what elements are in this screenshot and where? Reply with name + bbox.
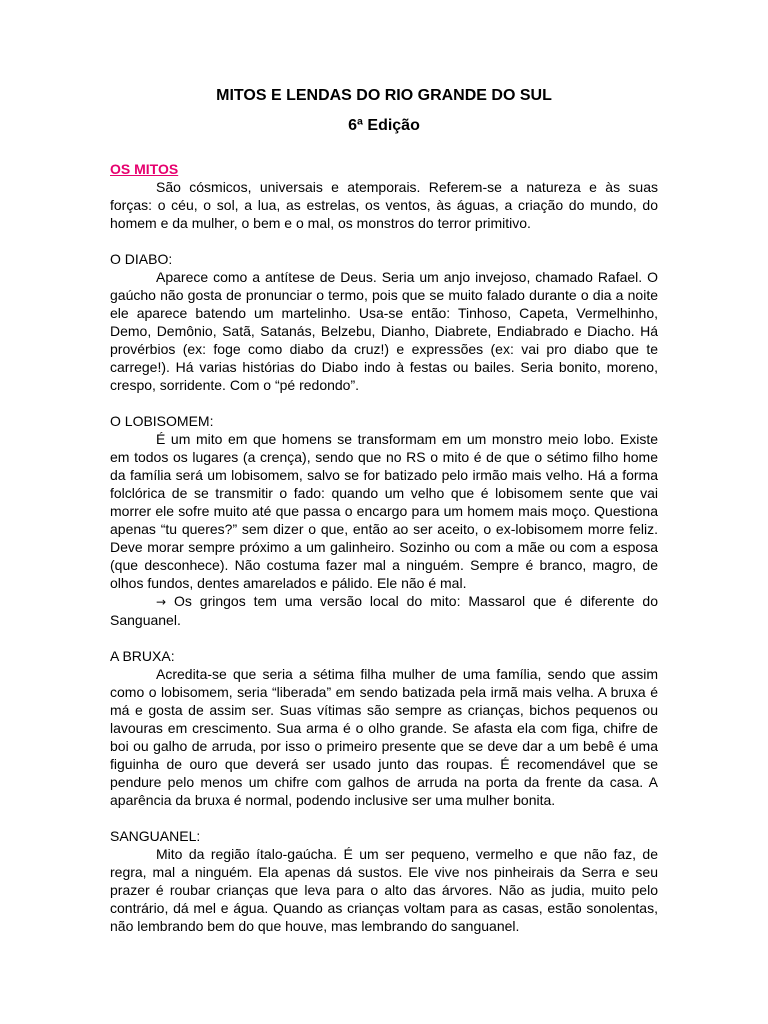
section-heading-diabo: O DIABO:	[110, 251, 173, 267]
section-heading-lobisomem: O LOBISOMEM:	[110, 413, 214, 429]
document-edition: 6ª Edição	[348, 117, 420, 134]
lobisomem-note-text: Os gringos tem uma versão local do mito: Massarol que é diferente do Sanguanel.	[110, 593, 659, 628]
section-diabo	[110, 250, 658, 394]
arrow-right-icon: →	[156, 595, 167, 609]
document-title: MITOS E LENDAS DO RIO GRANDE DO SUL	[216, 87, 552, 104]
section-heading-mitos: OS MITOS	[110, 161, 179, 177]
section-text-bruxa: Acredita-se que seria a sétima filha mulher de uma família, sendo que assim como o lobisomem, seria “liberada” em sendo batizada pela irmã mais velha. A bruxa é má e gosta de assim ser. Suas vítimas são sempre as crianças, bichos pequenos ou lavouras em crescimento. Sua arma é o olho grande. Se afasta ela com figa, chifre de boi ou galho de arruda, por isso o primeiro presente que se deve dar a um bebê é uma figuinha de ouro que deverá ser usado junto das roupas. É recomendável que se pendure pelo menos um chifre com galhos de arruda na porta da frente da casa. A aparência da bruxa é normal, podendo inclusive ser uma mulher bonita.	[110, 666, 658, 808]
document-page	[110, 86, 658, 935]
lobisomem-note	[110, 592, 658, 629]
section-lobisomem	[110, 412, 658, 629]
section-mitos	[110, 160, 658, 232]
section-text-sanguanel: Mito da região ítalo-gaúcha. É um ser pequeno, vermelho e que não faz, de regra, mal a ninguém. Ela apenas dá sustos. Ele vive nos pinheirais da Serra e seu prazer é roubar crianças que leva para o alto das árvores. Não as judia, muito pelo contrário, dá mel e água. Quando as crianças voltam para as casas, estão sonolentas, não lembrando bem do que houve, mas lembrando do sanguanel.	[110, 846, 658, 934]
section-text-lobisomem: É um mito em que homens se transformam em um monstro meio lobo. Existe em todos os lugares (a crença), sendo que no RS o mito é de que o sétimo filho home da família será um lobisomem, salvo se for batizado pelo irmão mais velho. Há a forma folclórica de se transmitir o fado: quando um velho que é lobisomem sente que vai morrer ele sofre muito até que passa o encargo para um homem mais moço. Questiona apenas “tu queres?” sem dizer o que, então ao ser aceito, o ex-lobisomem morre feliz. Deve morar sempre próximo a um galinheiro. Sozinho ou com a mãe ou com a esposa (que desconhece). Não costuma fazer mal a ninguém. Sempre é branco, magro, de olhos fundos, dentes amarelados e pálido. Ele não é mal.	[110, 431, 658, 591]
section-text-mitos: São cósmicos, universais e atemporais. Referem-se a natureza e às suas forças: o céu, o sol, a lua, as estrelas, os ventos, às águas, a criação do mundo, do homem e da mulher, o bem e o mal, os monstros do terror primitivo.	[110, 179, 658, 231]
section-sanguanel	[110, 827, 658, 935]
section-heading-sanguanel: SANGUANEL:	[110, 828, 201, 844]
section-heading-bruxa: A BRUXA:	[110, 648, 175, 664]
section-text-diabo: Aparece como a antítese de Deus. Seria um anjo invejoso, chamado Rafael. O gaúcho não gosta de pronunciar o termo, pois que se muito falado durante o dia a noite ele aparece batendo um martelinho. Usa-se então: Tinhoso, Capeta, Vermelhinho, Demo, Demônio, Satã, Satanás, Belzebu, Dianho, Diabrete, Endiabrado e Diacho. Há provérbios (ex: foge como diabo da cruz!) e expressões (ex: vai pro diabo que te carrege!). Há varias histórias do Diabo indo à festas ou bailes. Seria bonito, moreno, crespo, sorridente. Com o “pé redondo”.	[110, 269, 658, 393]
section-bruxa	[110, 647, 658, 809]
